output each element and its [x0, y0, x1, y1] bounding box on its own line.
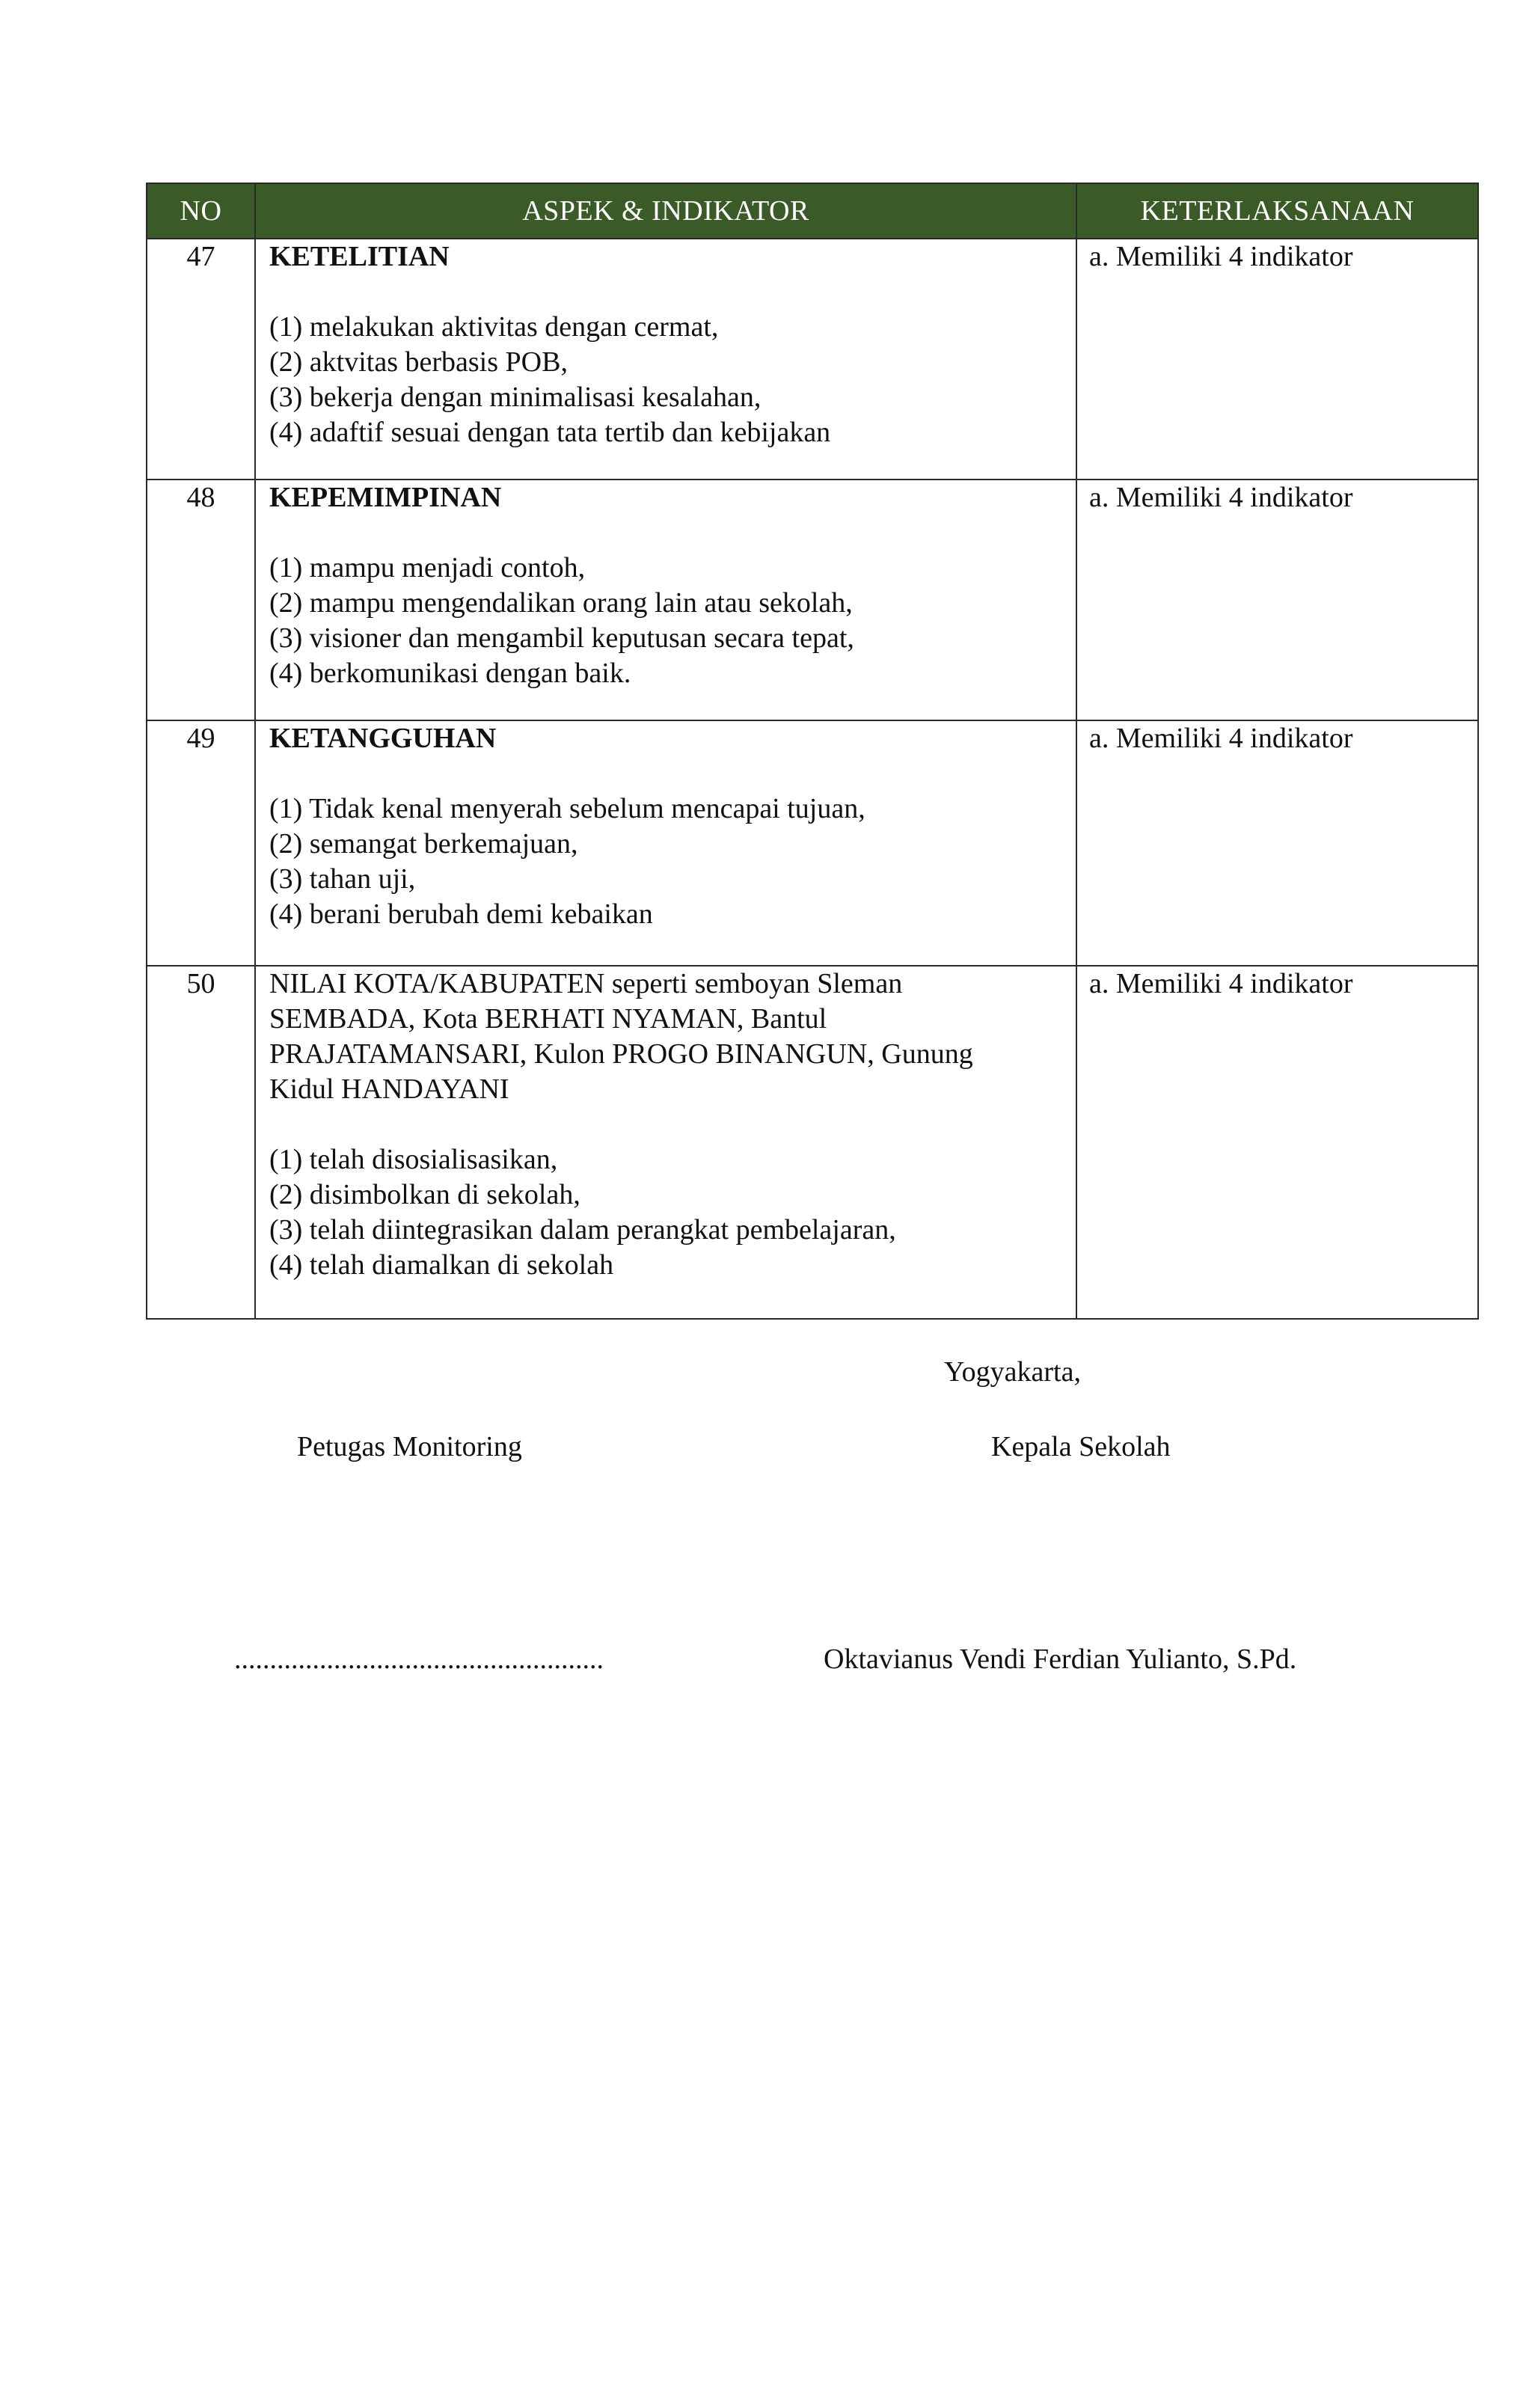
aspek-cell [255, 480, 1076, 720]
aspek-title-line: PRAJATAMANSARI, Kulon PROGO BINANGUN, Gunung [269, 1038, 973, 1070]
indicator-item: (2) aktvitas berbasis POB, [269, 346, 568, 378]
keterlaksanaan-cell: a. Memiliki 4 indikator [1076, 720, 1478, 966]
header-keterlaksanaan: KETERLAKSANAAN [1076, 183, 1478, 239]
indicator-item: (2) mampu mengendalikan orang lain atau sekolah, [269, 587, 853, 619]
signature-left-name-line: .................................................... [234, 1643, 604, 1675]
table-row [147, 480, 1478, 720]
keterlaksanaan-cell: a. Memiliki 4 indikator [1076, 480, 1478, 720]
table-row [147, 720, 1478, 966]
row-number: 48 [147, 480, 255, 720]
aspek-title: KETANGGUHAN [269, 723, 497, 754]
indicator-item: (2) semangat berkemajuan, [269, 828, 578, 860]
table-row [147, 239, 1478, 480]
row-number: 49 [147, 720, 255, 966]
indicator-item: (3) visioner dan mengambil keputusan secara tepat, [269, 622, 854, 654]
row-number: 47 [147, 239, 255, 480]
indicator-item: (2) disimbolkan di sekolah, [269, 1179, 580, 1210]
header-no: NO [147, 183, 255, 239]
indicator-item: (4) adaftif sesuai dengan tata tertib dan kebijakan [269, 417, 831, 448]
aspek-title-line: SEMBADA, Kota BERHATI NYAMAN, Bantul [269, 1003, 827, 1035]
aspek-cell [255, 720, 1076, 966]
indicator-item: (4) telah diamalkan di sekolah [269, 1249, 614, 1281]
signature-right-role: Kepala Sekolah [991, 1431, 1171, 1462]
keterlaksanaan-cell: a. Memiliki 4 indikator [1076, 239, 1478, 480]
indicator-item: (3) bekerja dengan minimalisasi kesalahan, [269, 382, 762, 413]
indicator-item: (3) tahan uji, [269, 863, 416, 895]
aspek-title-line: NILAI KOTA/KABUPATEN seperti semboyan Sleman [269, 968, 903, 999]
signature-place: Yogyakarta, [944, 1356, 1081, 1388]
signature-right-name: Oktavianus Vendi Ferdian Yulianto, S.Pd. [824, 1643, 1297, 1675]
table-header-row [147, 183, 1478, 239]
aspek-cell [255, 239, 1076, 480]
aspek-title-line: Kidul HANDAYANI [269, 1073, 509, 1105]
monitoring-table [146, 183, 1479, 1320]
indicator-item: (3) telah diintegrasikan dalam perangkat pembelajaran, [269, 1214, 896, 1246]
indicator-item: (1) melakukan aktivitas dengan cermat, [269, 311, 719, 343]
table-row [147, 966, 1478, 1319]
signature-left-role: Petugas Monitoring [297, 1431, 522, 1462]
indicator-item: (4) berani berubah demi kebaikan [269, 898, 653, 930]
row-number: 50 [147, 966, 255, 1319]
keterlaksanaan-cell: a. Memiliki 4 indikator [1076, 966, 1478, 1319]
indicator-item: (1) telah disosialisasikan, [269, 1144, 558, 1175]
indicator-item: (1) Tidak kenal menyerah sebelum mencapai tujuan, [269, 793, 865, 824]
indicator-item: (1) mampu menjadi contoh, [269, 552, 586, 583]
header-aspek-indikator: ASPEK & INDIKATOR [255, 183, 1076, 239]
aspek-title: KETELITIAN [269, 241, 450, 272]
indicator-item: (4) berkomunikasi dengan baik. [269, 658, 631, 689]
aspek-cell [255, 966, 1076, 1319]
aspek-title: KEPEMIMPINAN [269, 482, 502, 513]
